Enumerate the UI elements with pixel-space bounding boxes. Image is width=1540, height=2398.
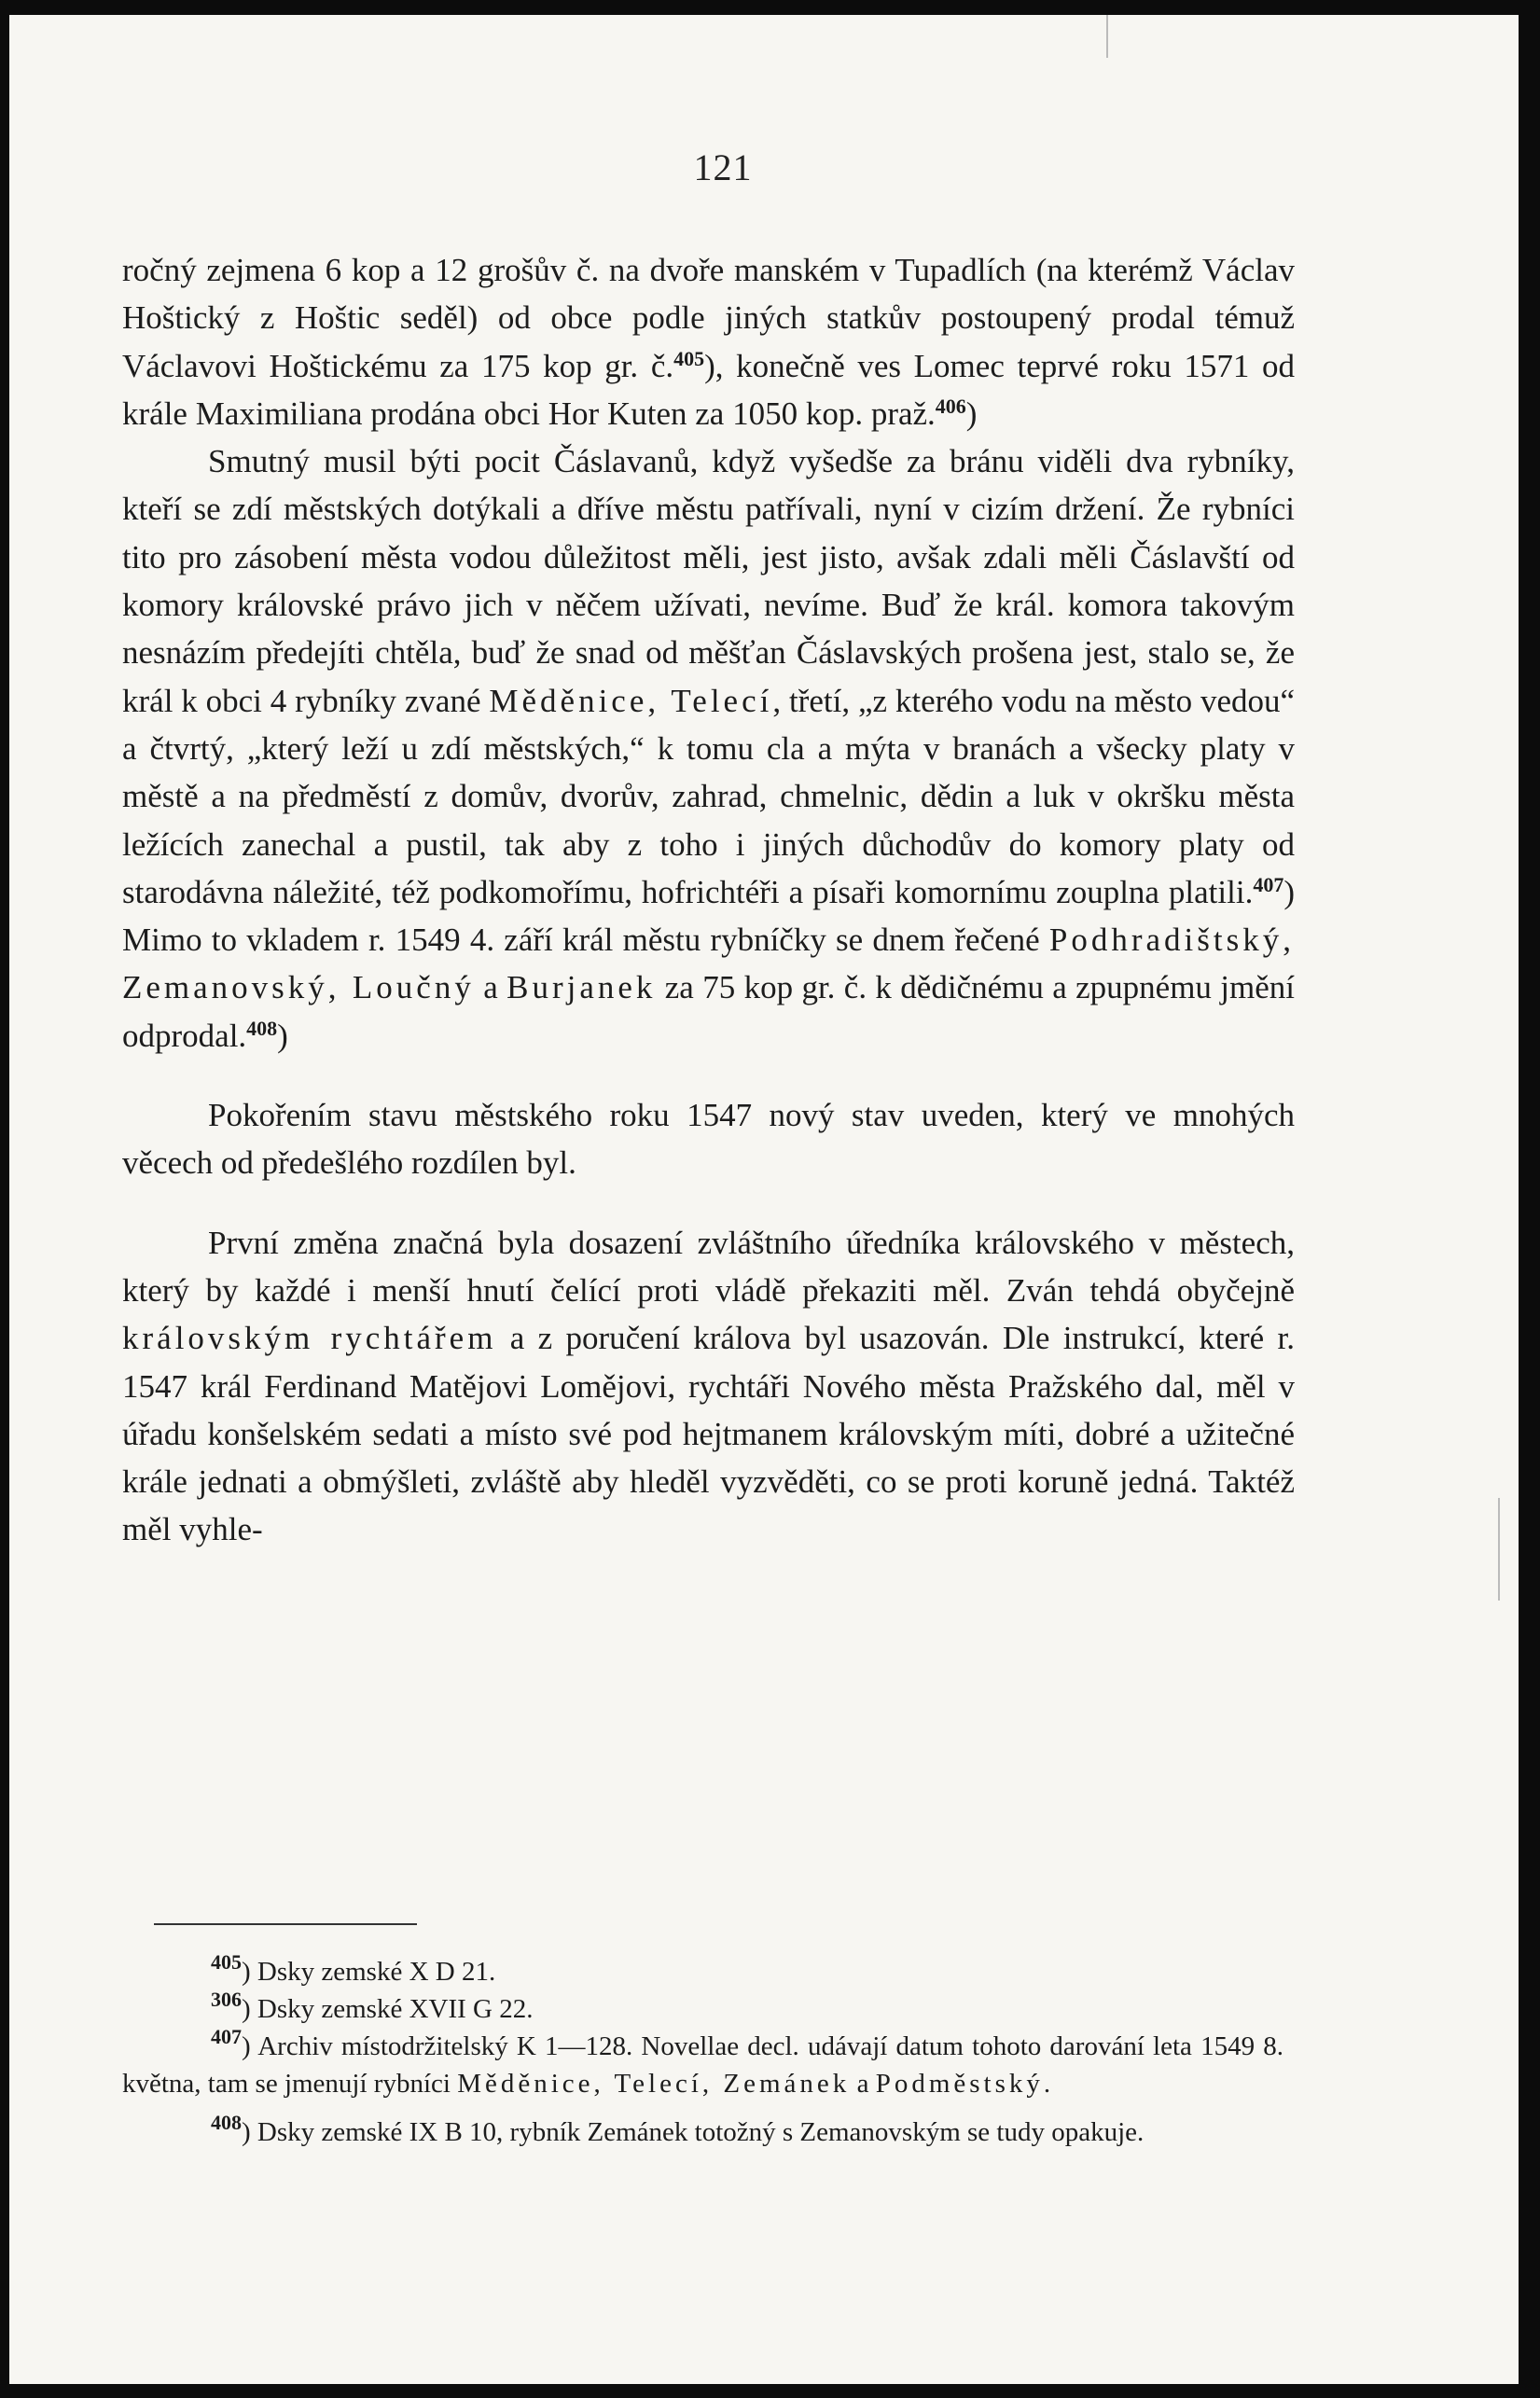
footnote: [122, 1990, 1283, 2028]
text-run: Pokořením stavu městského roku 1547 nový stav uveden, který ve mnohých věcech od předešlého rozdílen byl.: [122, 1097, 1295, 1182]
text-run: ) Dsky zemské XVII G 22.: [242, 1994, 534, 2024]
spaced-emphasis: Měděnice, Telecí, Zemánek: [457, 2069, 851, 2099]
page-number: 121: [693, 146, 753, 188]
paragraph: [122, 437, 1295, 1060]
scan-edge-mark: [1106, 15, 1108, 58]
text-run: a: [850, 2069, 876, 2099]
footnote: [122, 2111, 1283, 2151]
main-text: [122, 246, 1295, 1554]
spaced-emphasis: Měděnice, Telecí: [489, 682, 773, 719]
text-run: ) Dsky zemské IX B 10, rybník Zemánek totožný s Zemanovským se tudy opakuje.: [242, 2117, 1145, 2147]
scan-edge-mark: [1498, 1498, 1500, 1601]
footnote-ref: 407: [1253, 872, 1284, 896]
text-run: ), konečně ves Lomec teprvé roku 1571 od krále Maximiliana prodána obci Hor Kuten za 1050 kop. praž.: [122, 347, 1295, 432]
paragraph: [122, 1091, 1295, 1187]
footnote: [122, 1950, 1283, 1990]
footnotes: [122, 1950, 1283, 2162]
text-run: Smutný musil býti pocit Čáslavanů, když vyšedše za bránu viděli dva rybníky, kteří se zdí městských dotýkali a dříve městu patřívali, nyní v cizím držení. Že rybníci tito pro zásobení města vodou důležitost měli, jest jisto, avšak zdali měli Čáslavští od komory královské právo jich v něčem užívati, nevíme. Buď že král. komora takovým nesnázím předejíti chtěla, buď že snad od měšťan Čáslavských prošena jest, stalo se, že král k obci 4 rybníky zvané: [122, 443, 1295, 719]
footnote-ref: 407: [211, 2025, 242, 2048]
text-run: ) Dsky zemské X D 21.: [242, 1957, 496, 1987]
book-page: [9, 15, 1519, 2384]
text-run: ) Archiv místodržitelský K 1—128. Novellae decl. udávají datum tohoto darování leta 1549 8. května, tam se jmenují rybníci: [122, 2031, 1283, 2099]
spaced-emphasis: Podměstský: [875, 2069, 1044, 2099]
spaced-emphasis: královským rychtářem: [122, 1320, 497, 1357]
footnote-ref: 408: [211, 2111, 242, 2134]
paragraph: [122, 1219, 1295, 1554]
paragraph: [122, 246, 1295, 437]
footnote-ref: 405: [673, 346, 705, 370]
footnote-ref: 406: [935, 394, 966, 418]
text-run: ): [277, 1017, 288, 1054]
footnote-ref: 405: [211, 1950, 242, 1974]
footnote-divider: [154, 1923, 417, 1925]
footnote: [122, 2025, 1283, 2102]
spaced-emphasis: Podhradištský, Zemanovský, Loučný: [122, 922, 1295, 1006]
text-run: .: [1043, 2069, 1051, 2099]
footnote-ref: 306: [211, 1988, 242, 2011]
text-run: ): [965, 395, 978, 432]
text-run: , třetí, „z kterého vodu na město vedou“ a čtvrtý, „který leží u zdí městských,“ k tomu cla a mýta v branách a všecky platy v městě a na předměstí z domův, dvorův, zahrad, chmelnic, dědin a luk v okršku města ležících zanechal a pustil, tak aby z toho i jiných důchodův do komory platy od starodávna náležité, též podkomořímu, hofrichtéři a písaři komornímu zouplna platili.: [122, 682, 1296, 910]
footnote-ref: 408: [246, 1016, 278, 1040]
text-run: ) Mimo to vkladem r. 1549 4. září král městu rybníčky se dnem řečené: [122, 873, 1295, 959]
text-run: a z poručení králova byl usazován. Dle instrukcí, které r. 1547 král Ferdinand Matějovi Lomějovi, rychtáři Nového města Pražského dal, měl v úřadu konšelském sedati a místo své pod hejtmanem královským míti, dobré a užitečné krále jednati a obmýšleti, zvláště aby hleděl vyzvěděti, co se proti koruně jedná. Taktéž měl vyhle-: [122, 1320, 1296, 1548]
spaced-emphasis: Burjanek: [506, 969, 657, 1006]
text-run: za 75 kop gr. č. k dědičnému a zpupnému jmění odprodal.: [122, 969, 1295, 1054]
text-run: a: [474, 969, 507, 1006]
text-run: První změna značná byla dosazení zvláštního úředníka královského v městech, který by každé i menší hnutí čelící proti vládě překaziti měl. Zván tehdá obyčejně: [122, 1224, 1295, 1309]
text-run: ročný zejmena 6 kop a 12 grošův č. na dvoře manském v Tupadlích (na kterémž Václav Hoštický z Hoštic seděl) od obce podle jiných statkův postoupený prodal témuž Václavovi Hoštickému za 175 kop gr. č.: [122, 252, 1295, 384]
